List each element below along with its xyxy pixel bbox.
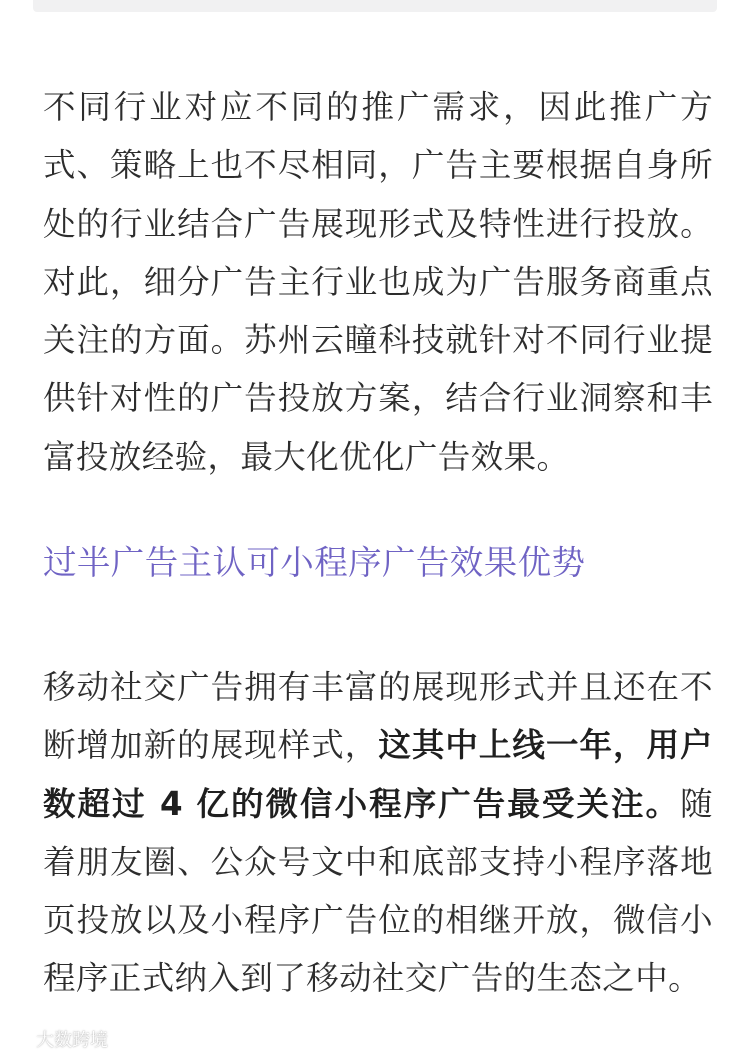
paragraph-2-text-end: 随着朋友圈、公众号文中和底部支持小程序落地页投放以及小程序广告位的相继开放，微信小程序正式纳入到了移动社交广告的生态之中。 xyxy=(43,784,713,998)
watermark xyxy=(8,1026,108,1052)
paragraph-2-text-start: 移动社交广告拥有丰富的展现形式并且还在不断增加新的展现样式， xyxy=(43,668,713,765)
top-divider-strip xyxy=(33,0,717,12)
article-paragraph-2 xyxy=(43,658,713,1008)
watermark-text: 大数跨境 xyxy=(36,1030,108,1051)
section-heading: 过半广告主认可小程序广告效果优势 xyxy=(43,543,586,582)
brand-logo-icon xyxy=(8,1030,32,1048)
paragraph-2-highlight: 这其中上线一年，用户数超过 4 亿的微信小程序广告最受关注。 xyxy=(43,726,713,823)
article-paragraph-1: 不同行业对应不同的推广需求，因此推广方式、策略上也不尽相同，广告主要根据自身所处的行业结合广告展现形式及特性进行投放。对此，细分广告主行业也成为广告服务商重点关注的方面。苏州云瞳科技就针对不同行业提供针对性的广告投放方案，结合行业洞察和丰富投放经验，最大化优化广告效果。 xyxy=(43,88,713,476)
